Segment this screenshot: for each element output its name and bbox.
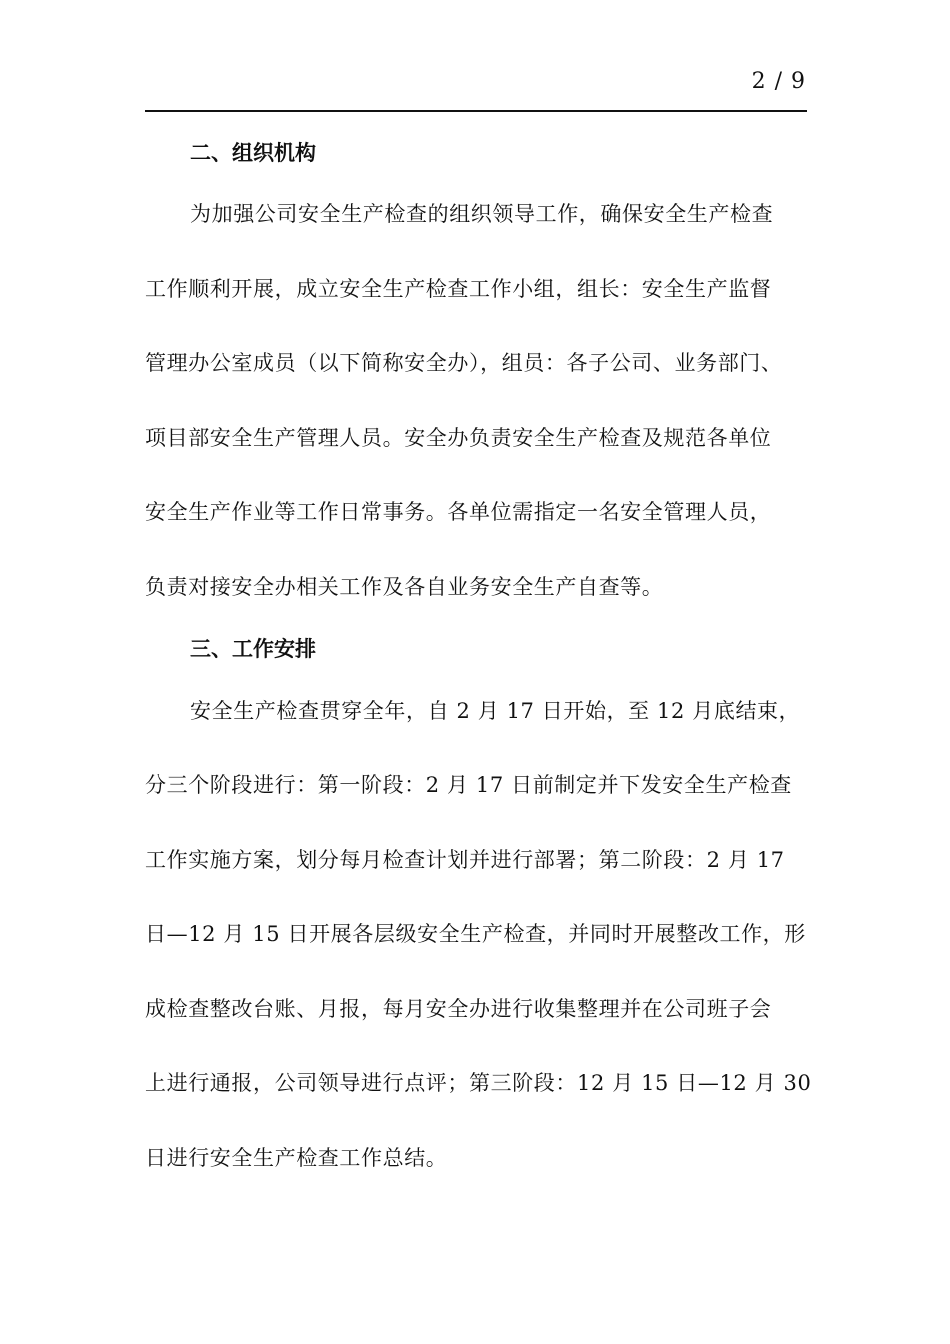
paragraph-line: 管理办公室成员（以下简称安全办），组员：各子公司、业务部门、	[145, 351, 783, 375]
section-heading-work-arrangement: 三、工作安排	[190, 637, 316, 661]
paragraph-line: 项目部安全生产管理人员。安全办负责安全生产检查及规范各单位	[145, 426, 772, 450]
paragraph-line: 日进行安全生产检查工作总结。	[145, 1146, 448, 1170]
paragraph-line: 安全生产作业等工作日常事务。各单位需指定一名安全管理人员，	[145, 500, 772, 524]
paragraph-line: 安全生产检查贯穿全年，自 2 月 17 日开始，至 12 月底结束，	[190, 699, 801, 723]
paragraph-line: 上进行通报，公司领导进行点评；第三阶段：12 月 15 日—12 月 30	[145, 1071, 812, 1095]
section-heading-organization: 二、组织机构	[190, 141, 316, 165]
paragraph-line: 成检查整改台账、月报，每月安全办进行收集整理并在公司班子会	[145, 997, 772, 1021]
paragraph-line: 分三个阶段进行：第一阶段：2 月 17 日前制定并下发安全生产检查	[145, 773, 792, 797]
paragraph-line: 工作顺利开展，成立安全生产检查工作小组，组长：安全生产监督	[145, 277, 772, 301]
paragraph-line: 负责对接安全办相关工作及各自业务安全生产自查等。	[145, 575, 664, 599]
header-rule	[145, 110, 807, 112]
paragraph-line: 为加强公司安全生产检查的组织领导工作，确保安全生产检查	[190, 202, 774, 226]
paragraph-line: 日—12 月 15 日开展各层级安全生产检查，并同时开展整改工作，形	[145, 922, 806, 946]
page-number: 2 / 9	[751, 69, 806, 94]
paragraph-line: 工作实施方案，划分每月检查计划并进行部署；第二阶段：2 月 17	[145, 848, 785, 872]
